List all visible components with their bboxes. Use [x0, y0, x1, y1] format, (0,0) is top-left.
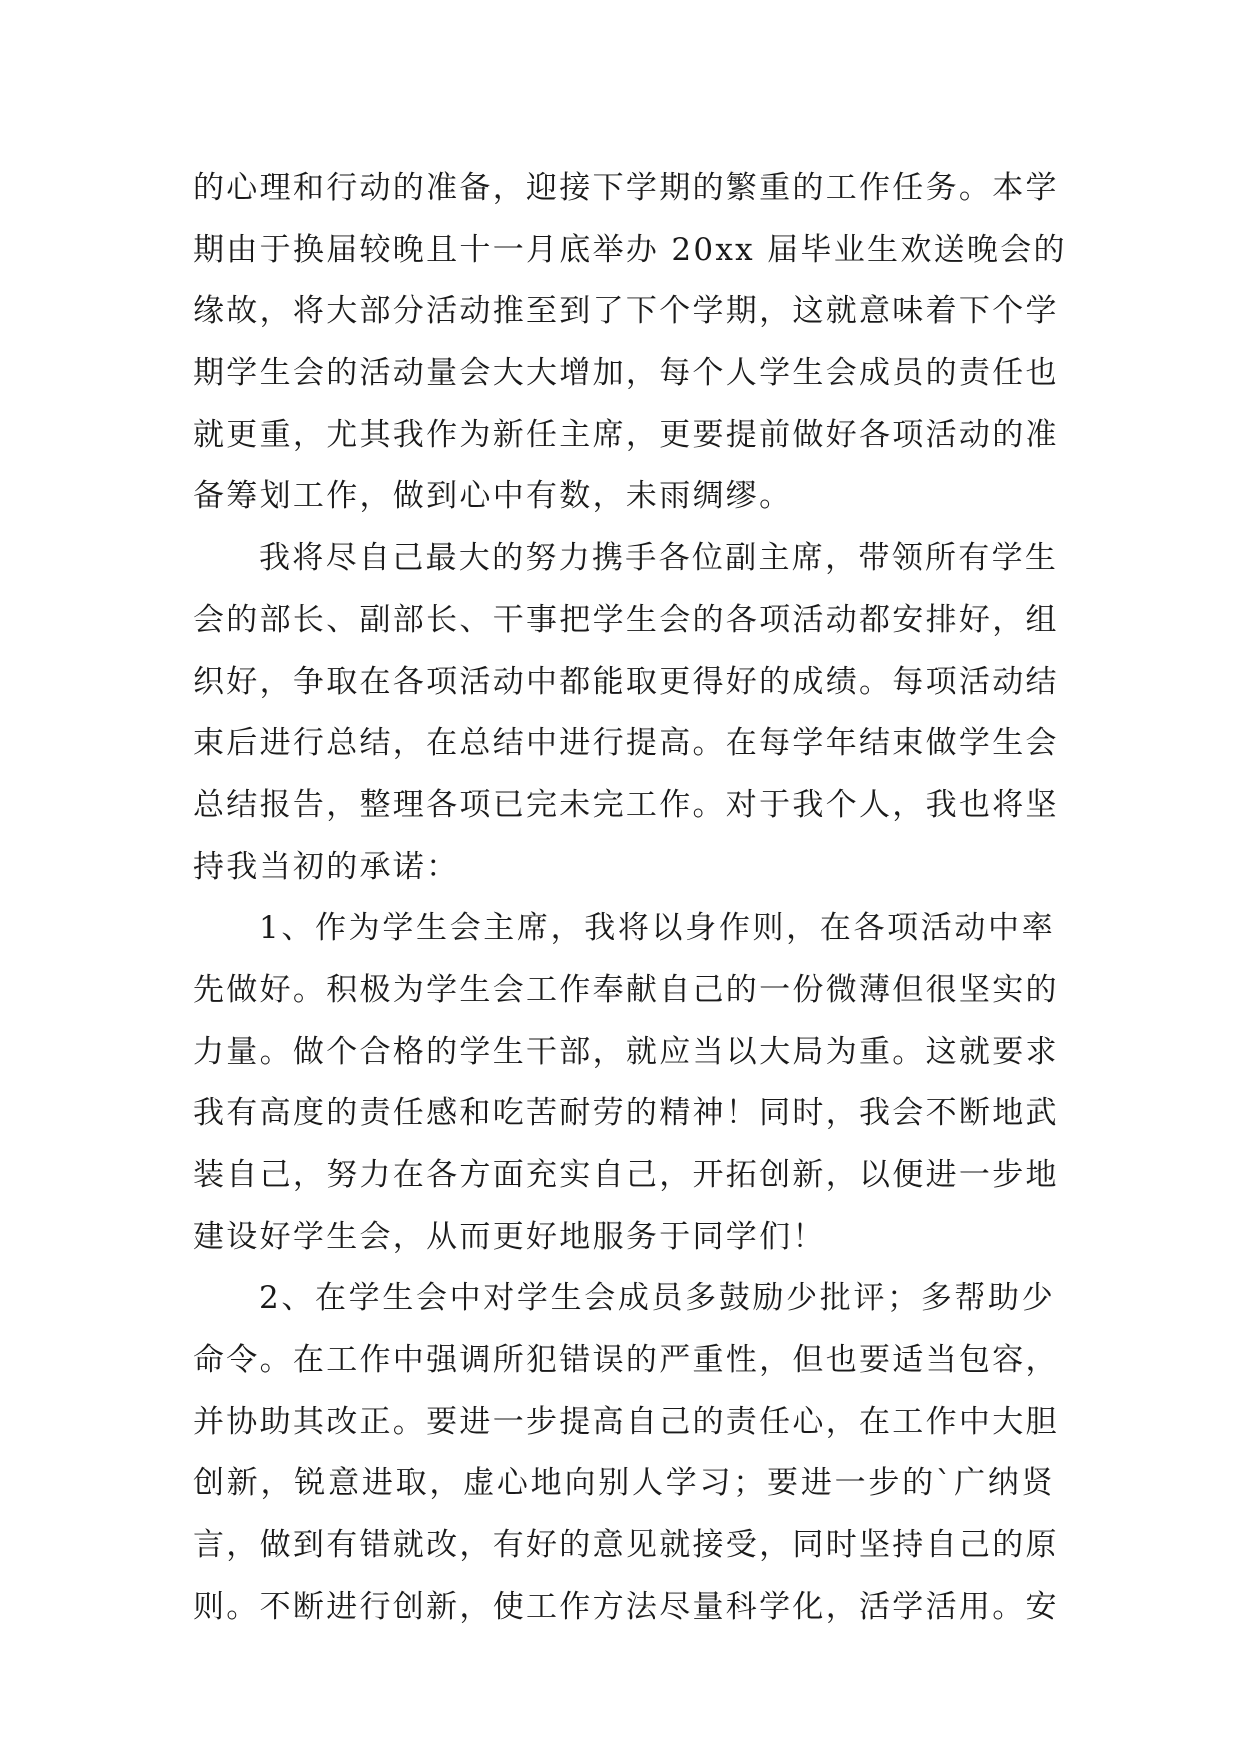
text-line: 的心理和行动的准备，迎接下学期的繁重的工作任务。本学	[193, 170, 1059, 206]
text-line: 则。不断进行创新，使工作方法尽量科学化，活学活用。安	[193, 1588, 1059, 1625]
text-line: 期由于换届较晚且十一月底举办 20xx 届毕业生欢送晚会的	[193, 231, 1067, 268]
text-line: 我有高度的责任感和吃苦耐劳的精神！同时，我会不断地武	[193, 1095, 1059, 1132]
text-line: 备筹划工作，做到心中有数，未雨绸缪。	[193, 478, 793, 515]
paragraph-2	[193, 528, 1059, 898]
text-line: 命令。在工作中强调所犯错误的严重性，但也要适当包容，	[193, 1342, 1059, 1379]
paragraph-4	[193, 1268, 1059, 1638]
text-line: 创新，锐意进取，虚心地向别人学习；要进一步的`广纳贤	[193, 1465, 1055, 1502]
text-line: 会的部长、副部长、干事把学生会的各项活动都安排好，组	[193, 601, 1059, 638]
text-line: 缘故，将大部分活动推至到了下个学期，这就意味着下个学	[193, 293, 1059, 330]
text-line: 建设好学生会，从而更好地服务于同学们！	[193, 1218, 826, 1255]
text-line: 我将尽自己最大的努力携手各位副主席，带领所有学生	[259, 540, 1059, 577]
text-line: 束后进行总结，在总结中进行提高。在每学年结束做学生会	[193, 725, 1059, 762]
text-line: 装自己，努力在各方面充实自己，开拓创新，以便进一步地	[193, 1157, 1059, 1193]
text-line: 2、在学生会中对学生会成员多鼓励少批评；多帮助少	[259, 1280, 1055, 1317]
paragraph-1	[193, 158, 1067, 528]
text-line: 就更重，尤其我作为新任主席，更要提前做好各项活动的准	[193, 416, 1059, 453]
text-line: 持我当初的承诺：	[193, 848, 460, 885]
paragraph-3	[193, 898, 1059, 1268]
text-line: 力量。做个合格的学生干部，就应当以大局为重。这就要求	[193, 1033, 1059, 1070]
text-line: 期学生会的活动量会大大增加，每个人学生会成员的责任也	[193, 355, 1059, 392]
text-line: 言，做到有错就改，有好的意见就接受，同时坚持自己的原	[193, 1527, 1059, 1564]
text-line: 织好，争取在各项活动中都能取更得好的成绩。每项活动结	[193, 663, 1059, 700]
text-line: 总结报告，整理各项已完未完工作。对于我个人，我也将坚	[193, 786, 1059, 823]
text-line: 先做好。积极为学生会工作奉献自己的一份微薄但很坚实的	[193, 971, 1059, 1008]
text-line: 1、作为学生会主席，我将以身作则，在各项活动中率	[259, 910, 1055, 947]
text-line: 并协助其改正。要进一步提高自己的责任心，在工作中大胆	[193, 1403, 1059, 1440]
document-body	[193, 158, 1067, 1639]
